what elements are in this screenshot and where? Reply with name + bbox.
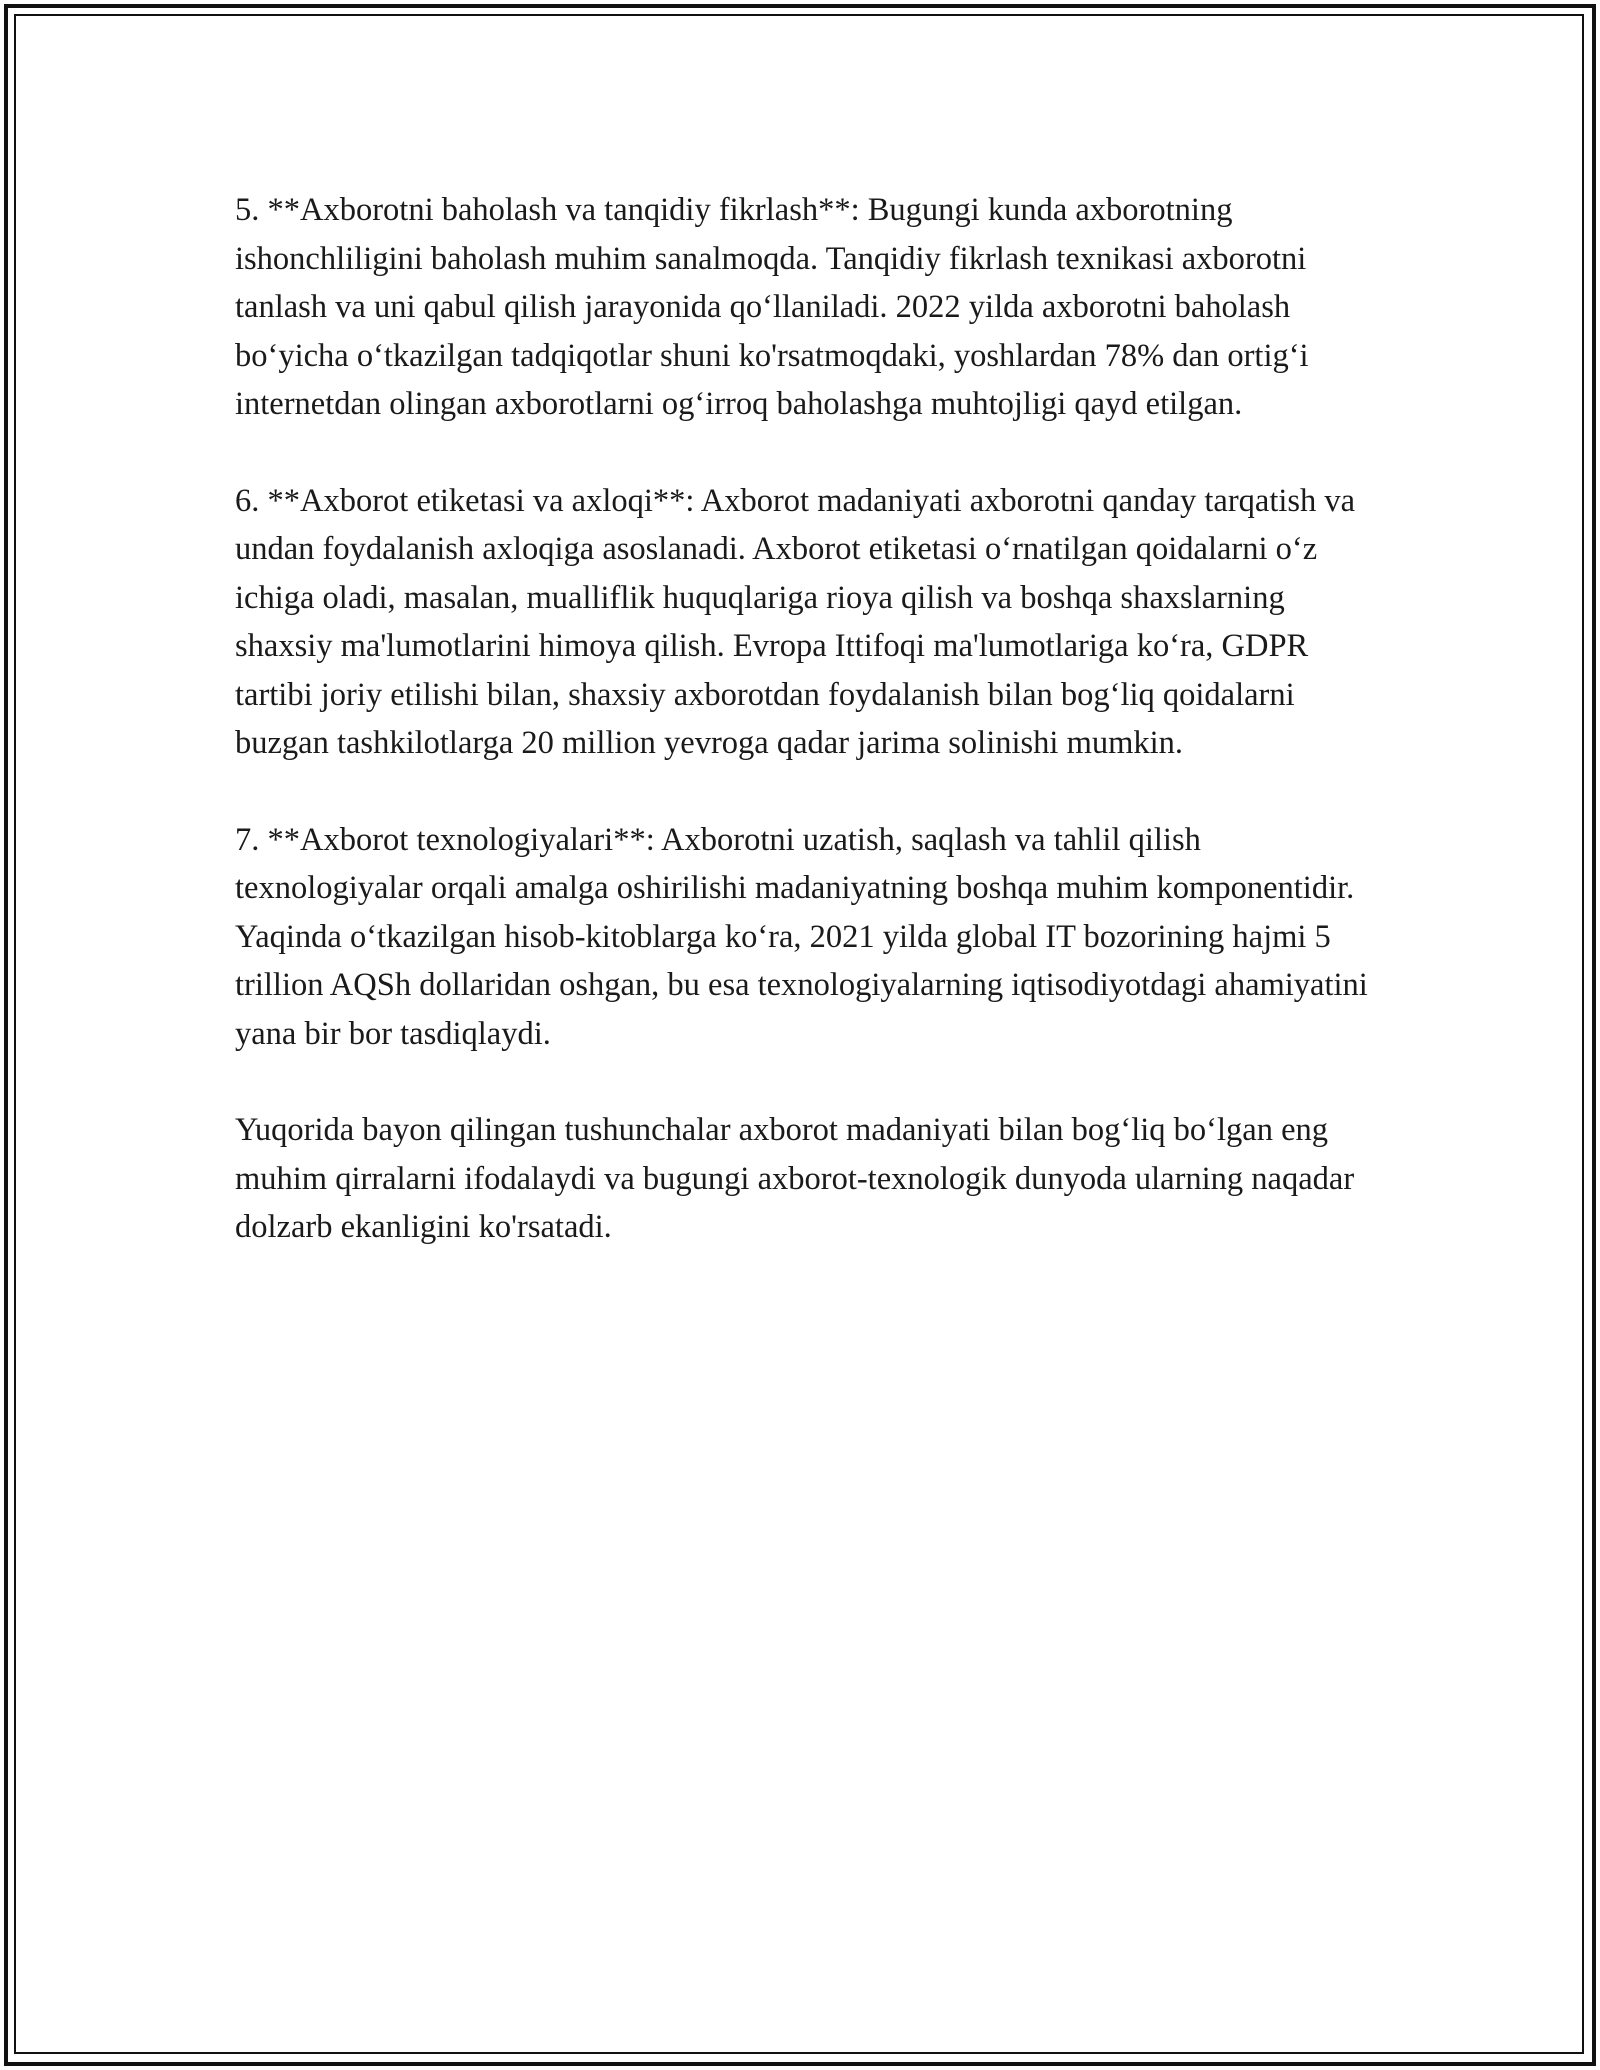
paragraph-information-ethics: 6. **Axborot etiketasi va axloqi**: Axborot madaniyati axborotni qanday tarqatish va undan foydalanish axloqiga asoslanadi. Axborot etiketasi o‘rnatilgan qoidalarni o‘z ichiga oladi, masalan, mualliflik huquqlariga rioya qilish va boshqa shaxslarning shaxsiy ma'lumotlarini himoya qilish. Evropa Ittifoqi ma'lumotlariga ko‘ra, GDPR tartibi joriy etilishi bilan, shaxsiy axborotdan foydalanish bilan bog‘liq qoidalarni buzgan tashkilotlarga 20 million yevroga qadar jarima solinishi mumkin. <box>235 482 1356 761</box>
paragraph-information-technologies: 7. **Axborot texnologiyalari**: Axborotni uzatish, saqlash va tahlil qilish texnologiyalar orqali amalga oshirilishi madaniyatning boshqa muhim komponentidir. Yaqinda o‘tkazilgan hisob-kitoblarga ko‘ra, 2021 yilda global IT bozorining hajmi 5 trillion AQSh dollaridan oshgan, bu esa texnologiyalarning iqtisodiyotdagi ahamiyatini yana bir bor tasdiqlaydi. <box>235 821 1368 1052</box>
document-body <box>235 186 1380 1300</box>
paragraph-information-evaluation: 5. **Axborotni baholash va tanqidiy fikrlash**: Bugungi kunda axborotning ishonchliligini baholash muhim sanalmoqda. Tanqidiy fikrlash texnikasi axborotni tanlash va uni qabul qilish jarayonida qo‘llaniladi. 2022 yilda axborotni baholash bo‘yicha o‘tkazilgan tadqiqotlar shuni ko'rsatmoqdaki, yoshlardan 78% dan ortig‘i internetdan olingan axborotlarni og‘irroq baholashga muhtojligi qayd etilgan. <box>235 192 1309 422</box>
paragraph-conclusion: Yuqorida bayon qilingan tushunchalar axborot madaniyati bilan bog‘liq bo‘lgan eng muhim qirralarni ifodalaydi va bugungi axborot-texnologik dunyoda ularning naqadar dolzarb ekanligini ko'rsatadi. <box>235 1112 1355 1245</box>
